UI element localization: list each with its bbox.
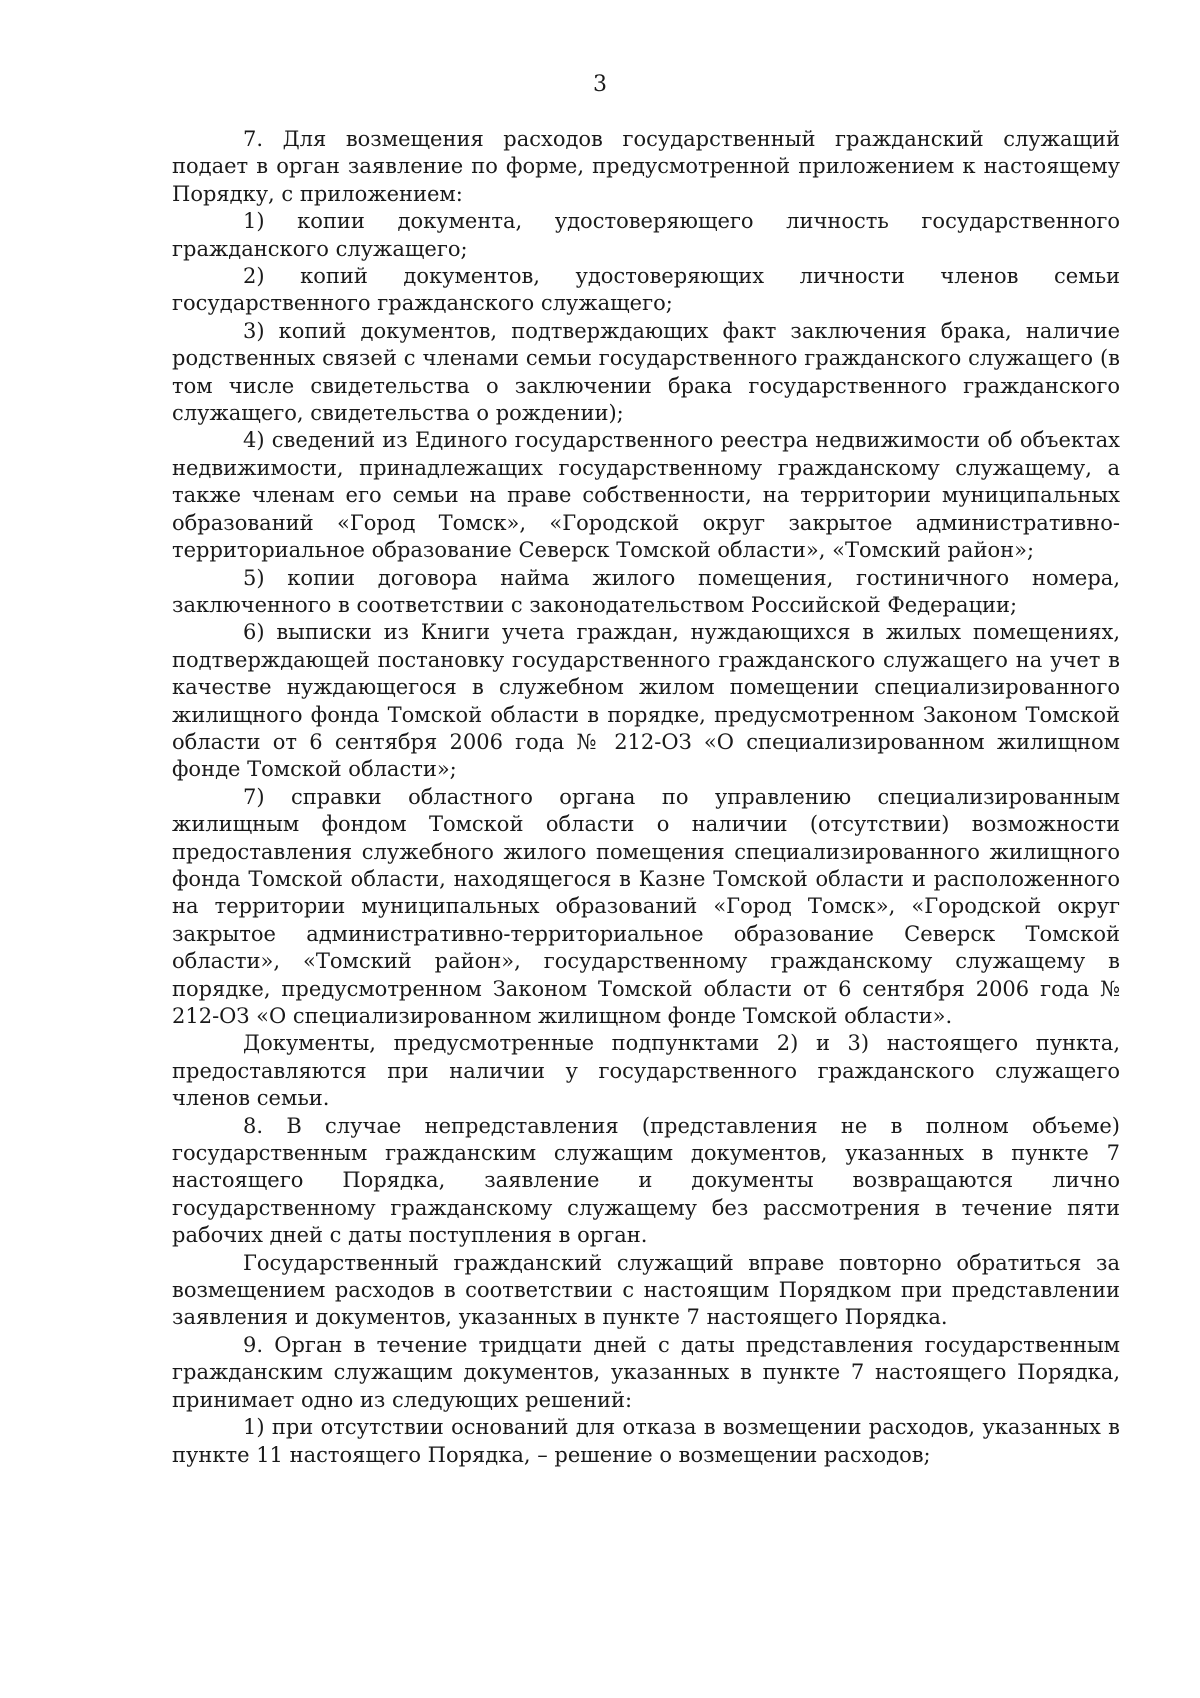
subitem-7-1: 1) копии документа, удостоверяющего личность государственного гражданского служащего; xyxy=(172,209,1120,261)
subitem-7-5: 5) копии договора найма жилого помещения, гостиничного номера, заключенного в соответствии с законодательством Российской Федерации; xyxy=(172,565,1120,617)
paragraph-item-7: 7. Для возмещения расходов государственный гражданский служащий подает в орган заявление по форме, предусмотренной приложением к настоящему Порядку, с приложением: xyxy=(172,127,1120,206)
paragraph-repeat-request: Государственный гражданский служащий вправе повторно обратиться за возмещением расходов в соответствии с настоящим Порядком при представлении заявления и документов, указанных в пункте 7 настоящего Порядка. xyxy=(172,1250,1120,1330)
paragraph-item-8: 8. В случае непредставления (представления не в полном объеме) государственным гражданским служащим документов, указанных в пункте 7 настоящего Порядка, заявление и документы возвращаются лично государственному гражданскому служащему без рассмотрения в течение пяти рабочих дней с даты поступления в орган. xyxy=(172,1113,1120,1248)
page-number: 3 xyxy=(593,72,607,97)
subitem-7-4: 4) сведений из Единого государственного реестра недвижимости об объектах недвижимости, принадлежащих государственному гражданскому служащему, а также членам его семьи на праве собственности, на территории муниципальных образований «Город Томск», «Городской округ закрытое административно-территориальное образование Северск Томской области», «Томский район»; xyxy=(172,428,1120,563)
subitem-7-7: 7) справки областного органа по управлению специализированным жилищным фондом Томской области о наличии (отсутствии) возможности предоставления служебного жилого помещения специализированного жилищного фонда Томской области, находящегося в Казне Томской области и расположенного на территории муниципальных образований «Город Томск», «Городской округ закрытое административно-территориальное образование Северск Томской области», «Томский район», государственному гражданскому служащему в порядке, предусмотренном Законом Томской области от 6 сентября 2006 года № 212-ОЗ «О специализированном жилищном фонде Томской области». xyxy=(172,784,1120,1028)
paragraph-note-documents: Документы, предусмотренные подпунктами 2) и 3) настоящего пункта, предоставляются при наличии у государственного гражданского служащего членов семьи. xyxy=(172,1031,1120,1111)
subitem-7-6: 6) выписки из Книги учета граждан, нуждающихся в жилых помещениях, подтверждающей постановку государственного гражданского служащего на учет в качестве нуждающегося в служебном жилом помещении специализированного жилищного фонда Томской области в порядке, предусмотренном Законом Томской области от 6 сентября 2006 года № 212-ОЗ «О специализированном жилищном фонде Томской области»; xyxy=(172,620,1120,782)
subitem-9-1: 1) при отсутствии оснований для отказа в возмещении расходов, указанных в пункте 11 настоящего Порядка, – решение о возмещении расходов; xyxy=(172,1415,1120,1467)
subitem-7-3: 3) копий документов, подтверждающих факт заключения брака, наличие родственных связей с членами семьи государственного гражданского служащего (в том числе свидетельства о заключении брака государственного гражданского служащего, свидетельства о рождении); xyxy=(172,318,1120,426)
paragraph-item-9: 9. Орган в течение тридцати дней с даты представления государственным гражданским служащим документов, указанных в пункте 7 настоящего Порядка, принимает одно из следующих решений: xyxy=(172,1332,1120,1412)
document-body xyxy=(172,126,1120,1469)
subitem-7-2: 2) копий документов, удостоверяющих личности членов семьи государственного гражданского служащего; xyxy=(172,264,1120,316)
